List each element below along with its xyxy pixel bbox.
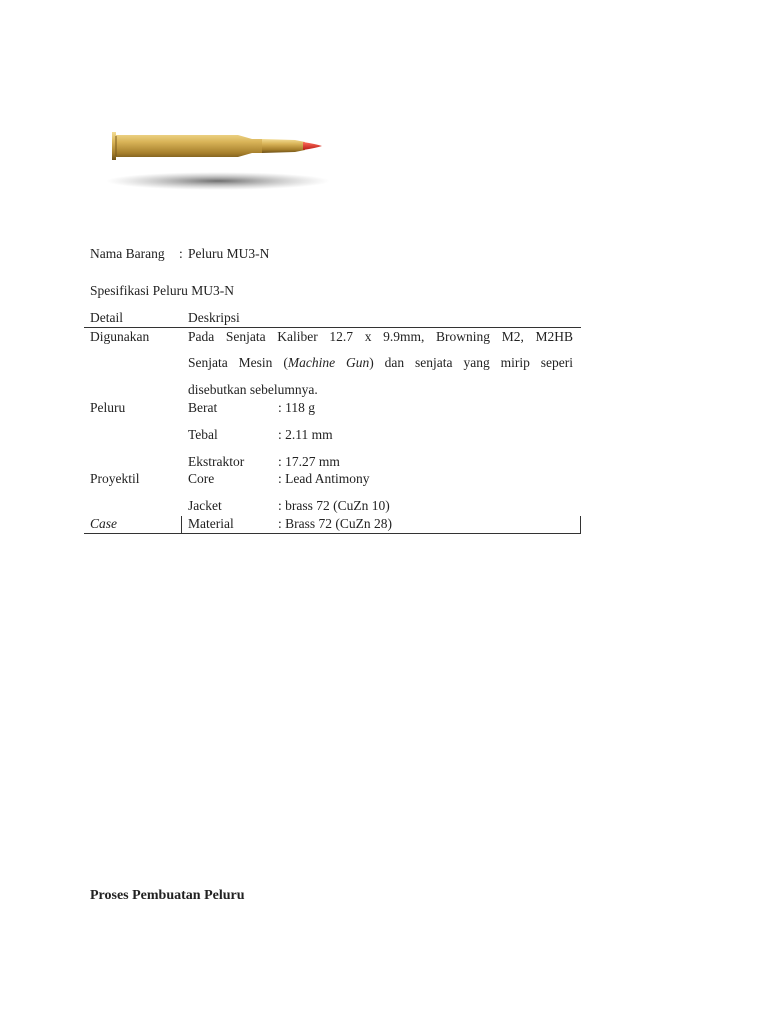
proyektil-key: Jacket [188, 498, 222, 513]
peluru-value: : 2.11 mm [278, 427, 333, 442]
product-name-separator: : [179, 246, 183, 261]
digunakan-line-1: Pada Senjata Kaliber 12.7 x 9.9mm, Browning M2, M2HB [188, 329, 573, 344]
table-bottom-rule [84, 533, 581, 534]
header-rule [84, 327, 581, 328]
peluru-value: : 118 g [278, 400, 315, 415]
proyektil-value: : brass 72 (CuZn 10) [278, 498, 390, 513]
row-label-case: Case [90, 516, 117, 531]
case-right-border [580, 516, 581, 534]
section-heading: Proses Pembuatan Peluru [90, 888, 245, 903]
peluru-value: : 17.27 mm [278, 454, 340, 469]
bullet-image [90, 118, 342, 228]
row-label-digunakan: Digunakan [90, 329, 150, 344]
proyektil-key: Core [188, 471, 215, 486]
case-key: Material [188, 516, 234, 531]
row-label-proyektil: Proyektil [90, 471, 140, 486]
digunakan-line-2: Senjata Mesin (Machine Gun) dan senjata yang mirip seperi [188, 355, 574, 370]
row-label-peluru: Peluru [90, 400, 126, 415]
peluru-key: Tebal [188, 427, 218, 442]
case-value: : Brass 72 (CuZn 28) [278, 516, 392, 531]
header-detail: Detail [90, 310, 123, 325]
product-name-label: Nama Barang [90, 246, 165, 261]
peluru-key: Ekstraktor [188, 454, 245, 469]
header-description: Deskripsi [188, 310, 240, 325]
proyektil-value: : Lead Antimony [278, 471, 370, 486]
digunakan-line-3: disebutkan sebelumnya. [188, 382, 318, 397]
case-left-border [181, 516, 182, 534]
peluru-key: Berat [188, 400, 218, 415]
spec-title: Spesifikasi Peluru MU3-N [90, 283, 234, 298]
machine-gun-italic: Machine Gun [287, 355, 370, 370]
product-name-value: Peluru MU3-N [188, 246, 270, 261]
